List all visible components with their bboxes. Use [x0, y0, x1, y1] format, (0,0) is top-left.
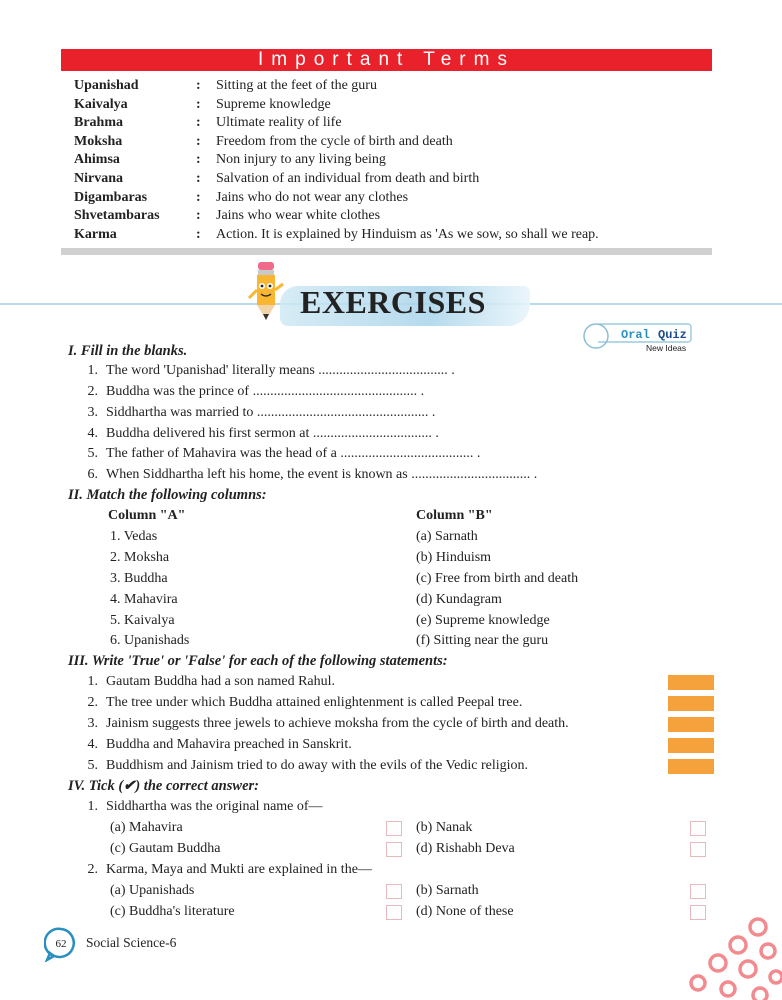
column-a-header: Column "A": [108, 508, 186, 523]
term-name: Shvetambaras: [74, 208, 160, 223]
page-number-badge: [44, 926, 78, 962]
tick-checkbox[interactable]: [690, 821, 706, 836]
tick-option: (c) Buddha's literature: [110, 904, 235, 919]
term-definition: Freedom from the cycle of birth and death: [216, 134, 453, 149]
column-a-item: 5. Kaivalya: [110, 613, 175, 628]
tick-checkbox[interactable]: [386, 884, 402, 899]
column-a-item: 1. Vedas: [110, 529, 158, 544]
term-definition: Jains who do not wear any clothes: [216, 190, 409, 205]
term-definition: Salvation of an individual from death and birth: [216, 171, 480, 186]
column-b-item: (a) Sarnath: [416, 529, 478, 544]
term-definition: Non injury to any living being: [216, 152, 386, 167]
true-false-answer-box[interactable]: [668, 759, 714, 774]
oral-quiz-badge: [580, 322, 692, 352]
term-definition: Ultimate reality of life: [216, 115, 342, 130]
term-name: Nirvana: [74, 171, 123, 186]
important-terms-banner: Important Terms: [61, 49, 712, 71]
column-b-item: (e) Supreme knowledge: [416, 613, 550, 628]
true-false-answer-box[interactable]: [668, 738, 714, 753]
exercises-title: EXERCISES: [300, 284, 486, 320]
term-name: Upanishad: [74, 78, 139, 93]
true-false-heading: III. Write 'True' or 'False' for each of the following statements:: [68, 653, 448, 669]
tick-checkbox[interactable]: [386, 842, 402, 857]
term-name: Moksha: [74, 134, 123, 149]
tick-checkbox[interactable]: [690, 884, 706, 899]
term-definition: Supreme knowledge: [216, 97, 331, 112]
column-a-item: 6. Upanishads: [110, 633, 190, 648]
column-b-header: Column "B": [416, 508, 493, 523]
tick-checkbox[interactable]: [386, 905, 402, 920]
term-name: Brahma: [74, 115, 123, 130]
tick-option: (a) Upanishads: [110, 883, 195, 898]
term-name: Ahimsa: [74, 152, 120, 167]
term-definition: Jains who wear white clothes: [216, 208, 381, 223]
column-a-item: 4. Mahavira: [110, 592, 178, 607]
term-definition: Action. It is explained by Hinduism as 'As we sow, so shall we reap.: [216, 227, 599, 242]
molecule-decoration-icon: [680, 915, 782, 1000]
true-false-answer-box[interactable]: [668, 675, 714, 690]
column-b-item: (d) Kundagram: [416, 592, 502, 607]
true-false-answer-box[interactable]: [668, 717, 714, 732]
match-heading: II. Match the following columns:: [68, 487, 267, 503]
terms-divider: [61, 248, 712, 255]
tick-checkbox[interactable]: [690, 842, 706, 857]
tick-option: (b) Nanak: [416, 820, 473, 835]
pencil-mascot-icon: [246, 262, 286, 324]
page-number: 62: [55, 938, 67, 950]
column-a-item: 3. Buddha: [110, 571, 168, 586]
column-b-item: (c) Free from birth and death: [416, 571, 579, 586]
true-false-answer-box[interactable]: [668, 696, 714, 711]
tick-option: (c) Gautam Buddha: [110, 841, 221, 856]
column-b-item: (b) Hinduism: [416, 550, 492, 565]
fill-blanks-heading: I. Fill in the blanks.: [68, 343, 188, 359]
term-name: Kaivalya: [74, 97, 128, 112]
tick-option: (b) Sarnath: [416, 883, 479, 898]
tick-option: (d) Rishabh Deva: [416, 841, 515, 856]
tick-heading: IV. Tick (✔) the correct answer:: [68, 778, 259, 794]
term-name: Digambaras: [74, 190, 148, 205]
quiz-label: Quiz: [658, 328, 687, 342]
book-title: Social Science-6: [86, 935, 177, 950]
new-ideas-label: New Ideas: [646, 343, 687, 352]
column-a-item: 2. Moksha: [110, 550, 170, 565]
term-definition: Sitting at the feet of the guru: [216, 78, 377, 93]
tick-option: (a) Mahavira: [110, 820, 183, 835]
column-b-item: (f) Sitting near the guru: [416, 633, 549, 648]
tick-checkbox[interactable]: [386, 821, 402, 836]
oral-label: Oral: [621, 328, 650, 342]
term-name: Karma: [74, 227, 117, 242]
tick-option: (d) None of these: [416, 904, 514, 919]
